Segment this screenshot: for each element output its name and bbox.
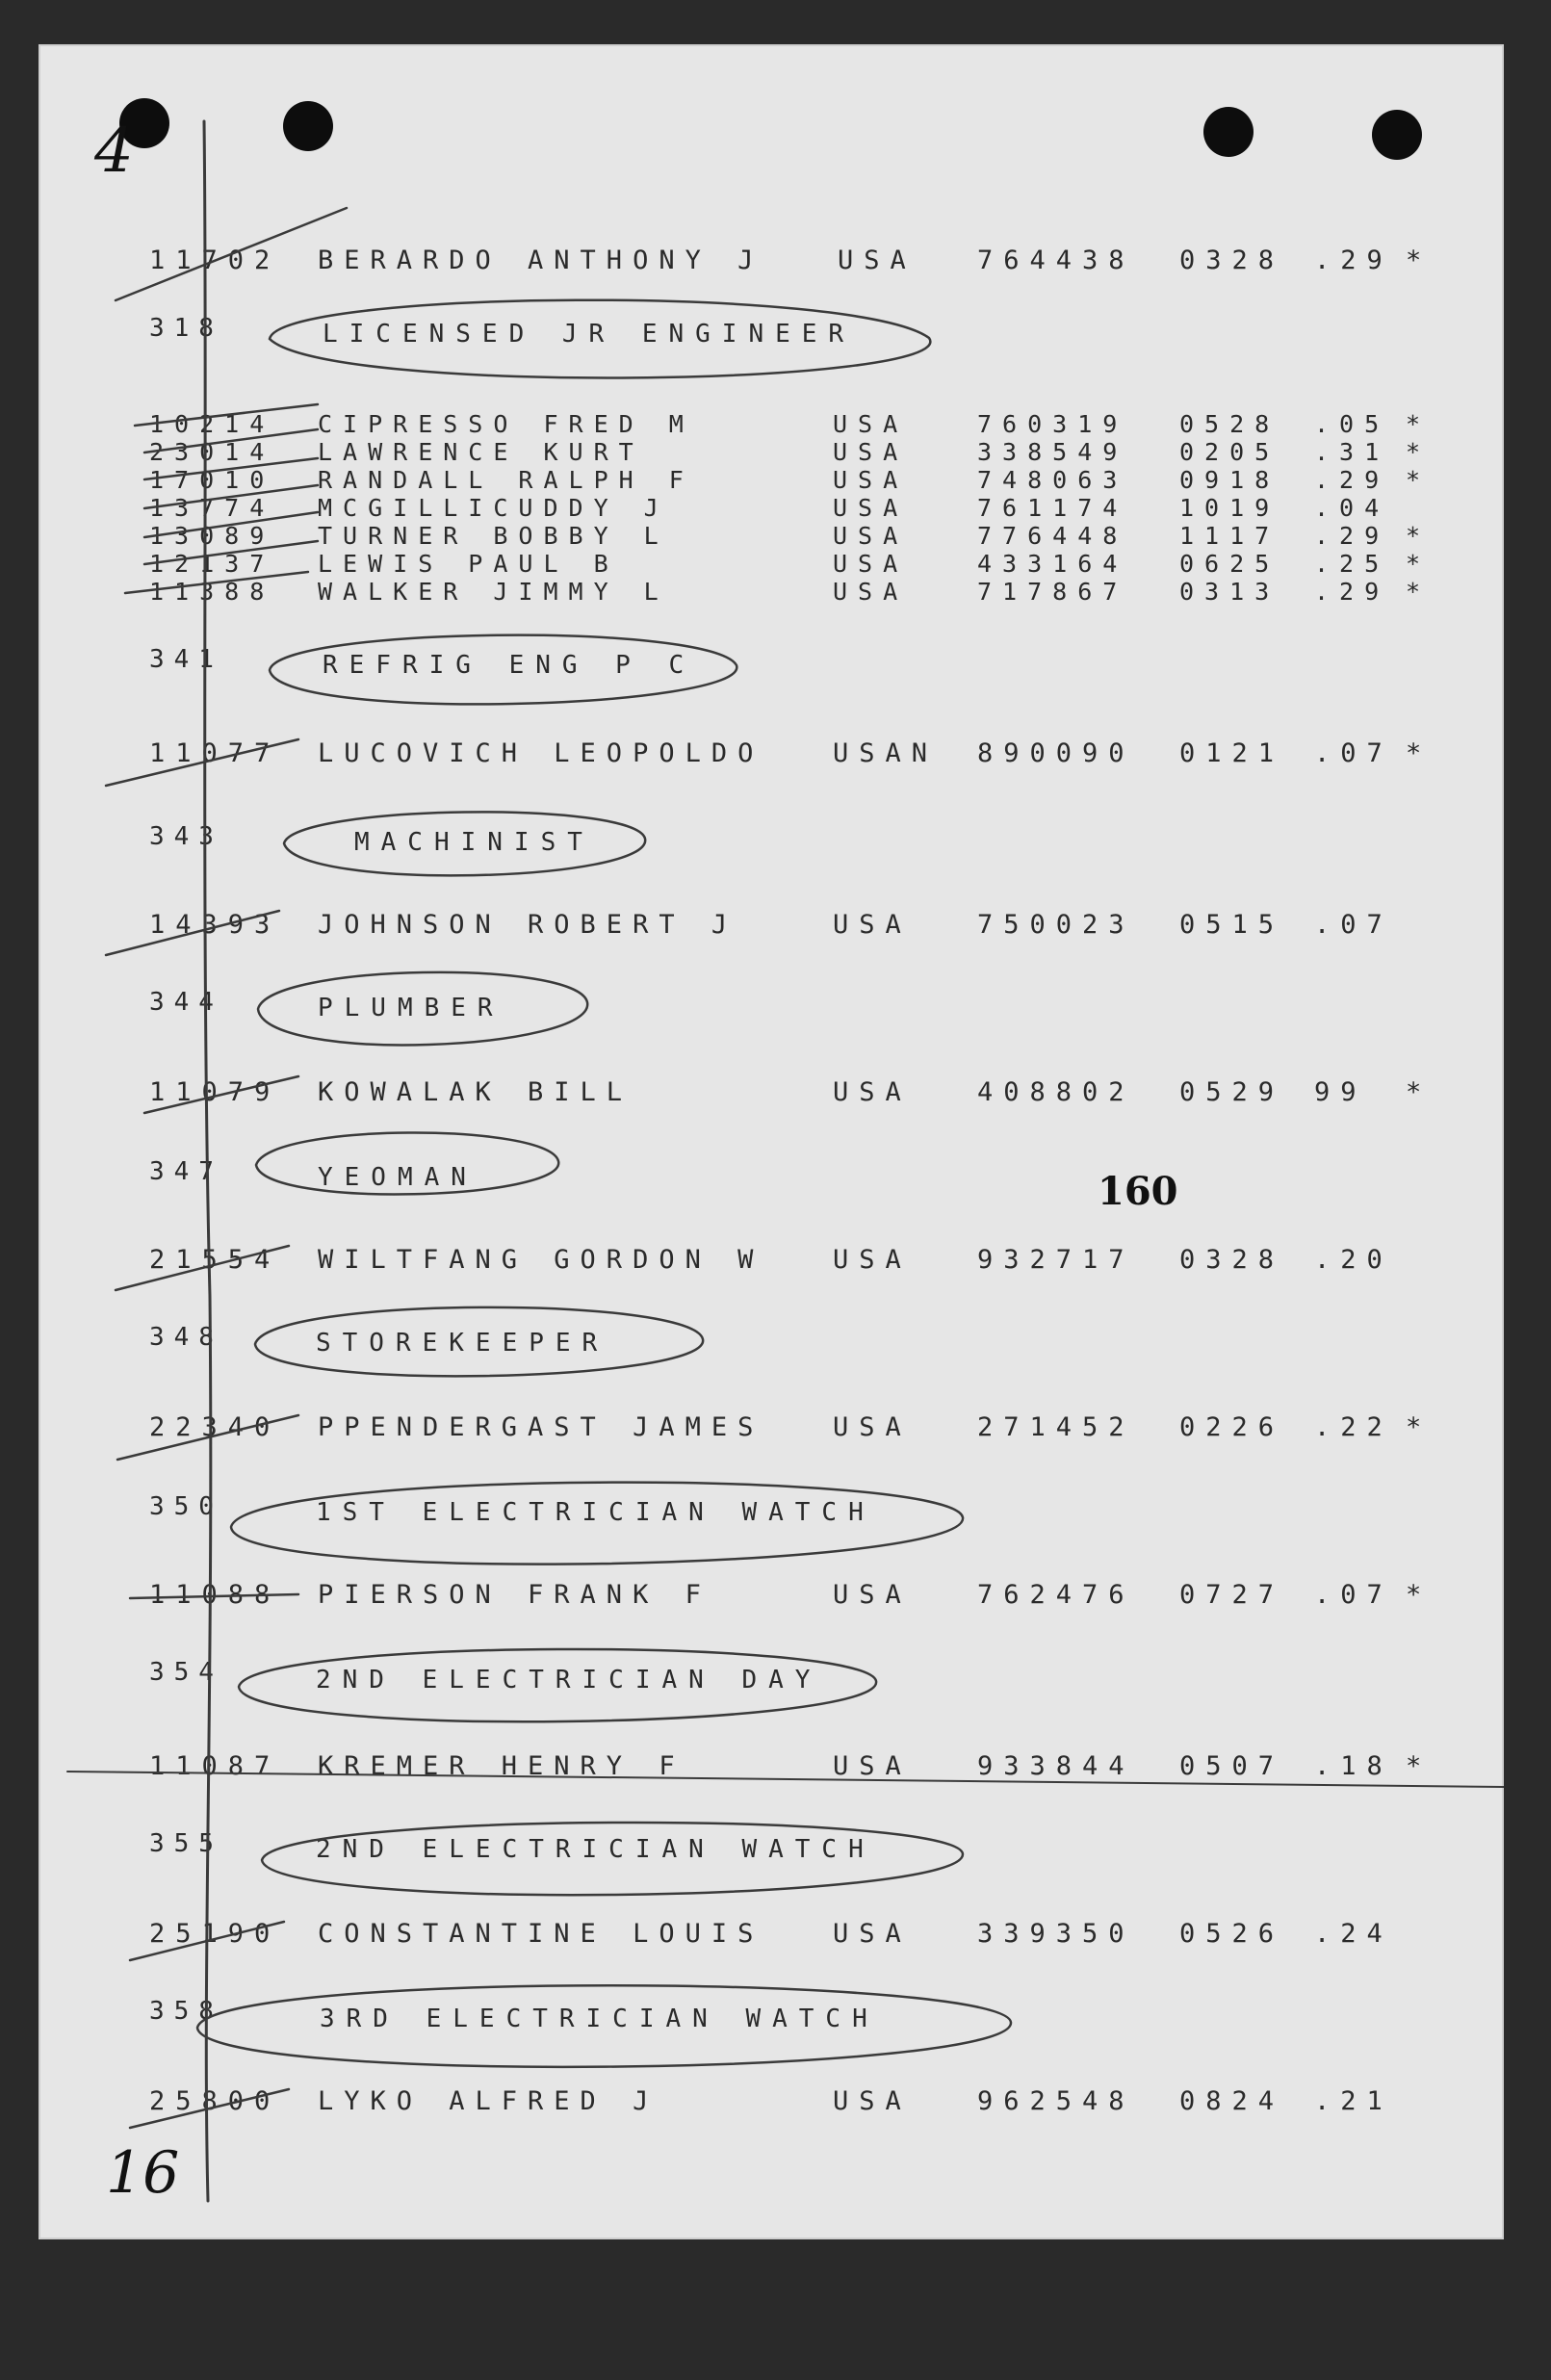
crew-mark: * xyxy=(1406,1077,1422,1107)
position-code: 344 xyxy=(149,988,223,1017)
crew-name: KREMER HENRY F xyxy=(318,1751,685,1781)
crew-country: USA xyxy=(833,494,909,522)
crew-country: USA xyxy=(833,910,912,940)
crew-row xyxy=(39,2085,1504,2118)
crew-country: USA xyxy=(833,522,909,550)
crew-rate: .29 xyxy=(1314,578,1390,606)
crew-name: JOHNSON ROBERT J xyxy=(318,910,738,940)
position-title: 2ND ELECTRICIAN DAY xyxy=(316,1666,822,1694)
crew-id: 890090 xyxy=(977,738,1135,768)
crew-number: 12137 xyxy=(149,550,275,578)
crew-number: 11087 xyxy=(149,1751,281,1781)
crew-name: RANDALL RALPH F xyxy=(318,466,694,494)
crew-number: 11388 xyxy=(149,578,275,606)
crew-name: LAWRENCE KURT xyxy=(318,438,644,466)
crew-id: 717867 xyxy=(977,578,1128,606)
crew-number: 11088 xyxy=(149,1580,281,1610)
position-title: 2ND ELECTRICIAN WATCH xyxy=(316,1835,875,1864)
crew-name: KOWALAK BILL xyxy=(318,1077,633,1107)
crew-row xyxy=(39,1076,1504,1109)
crew-rate: .07 xyxy=(1314,910,1393,940)
crew-row xyxy=(39,1411,1504,1444)
crew-number: 14393 xyxy=(149,910,281,940)
crew-mark: * xyxy=(1406,410,1421,438)
position-code: 358 xyxy=(149,1997,223,2026)
crew-date: 0625 xyxy=(1179,550,1280,578)
position-title: REFRIG ENG P C xyxy=(323,651,696,680)
position-code: 341 xyxy=(149,645,223,674)
position-code: 343 xyxy=(149,822,223,851)
crew-country: USA xyxy=(833,1919,912,1949)
crew-country: USA xyxy=(833,550,909,578)
crew-row xyxy=(39,494,1504,522)
crew-date: 0507 xyxy=(1179,1751,1285,1781)
crew-rate: .22 xyxy=(1314,1412,1393,1442)
position-title: 3RD ELECTRICIAN WATCH xyxy=(320,2005,879,2033)
crew-date: 1019 xyxy=(1179,494,1280,522)
crew-id: 933844 xyxy=(977,1751,1135,1781)
crew-row xyxy=(39,1244,1504,1277)
crew-number: 25190 xyxy=(149,1919,281,1949)
crew-country: USA xyxy=(833,1751,912,1781)
crew-mark: * xyxy=(1406,738,1422,768)
crew-country: USA xyxy=(833,1580,912,1610)
crew-date: 0528 xyxy=(1179,410,1280,438)
crew-rate: .25 xyxy=(1314,550,1390,578)
position-code: 347 xyxy=(149,1157,223,1186)
crew-date: 0515 xyxy=(1179,910,1285,940)
crew-date: 0526 xyxy=(1179,1919,1285,1949)
crew-country: USA xyxy=(833,1245,912,1275)
crew-country: USAN xyxy=(833,738,939,768)
crew-number: 13774 xyxy=(149,494,275,522)
crew-rate: .05 xyxy=(1314,410,1390,438)
crew-id: 271452 xyxy=(977,1412,1135,1442)
position-code: 348 xyxy=(149,1323,223,1352)
position-code: 318 xyxy=(149,314,223,343)
crew-date: 0824 xyxy=(1179,2086,1285,2116)
crew-rate: .20 xyxy=(1314,1245,1393,1275)
crew-id: 932717 xyxy=(977,1245,1135,1275)
crew-number: 21554 xyxy=(149,1245,281,1275)
crew-country: USA xyxy=(833,1412,912,1442)
crew-country: USA xyxy=(833,410,909,438)
crew-country: USA xyxy=(833,466,909,494)
crew-name: WALKER JIMMY L xyxy=(318,578,669,606)
crew-date: 0328 xyxy=(1179,246,1285,275)
crew-row xyxy=(39,245,1504,277)
crew-id: 762476 xyxy=(977,1580,1135,1610)
crew-row xyxy=(39,466,1504,494)
crew-number: 13089 xyxy=(149,522,275,550)
position-code: 355 xyxy=(149,1829,223,1858)
crew-date: 0328 xyxy=(1179,1245,1285,1275)
pencil-annotations xyxy=(39,44,1504,2239)
crew-number: 11702 xyxy=(149,246,281,275)
position-title: YEOMAN xyxy=(318,1163,478,1192)
crew-rate: .29 xyxy=(1314,466,1390,494)
crew-rate: .04 xyxy=(1314,494,1390,522)
crew-date: 0121 xyxy=(1179,738,1285,768)
position-title: LICENSED JR ENGINEER xyxy=(323,320,856,349)
position-title: PLUMBER xyxy=(318,994,504,1022)
crew-mark: * xyxy=(1406,550,1421,578)
crew-id: 748063 xyxy=(977,466,1128,494)
crew-rate: .21 xyxy=(1314,2086,1393,2116)
crew-row xyxy=(39,1918,1504,1951)
crew-mark: * xyxy=(1406,466,1421,494)
crew-rate: .07 xyxy=(1314,1580,1393,1610)
crew-date: 0226 xyxy=(1179,1412,1285,1442)
crew-rate: .29 xyxy=(1314,246,1393,275)
crew-number: 22340 xyxy=(149,1412,281,1442)
position-title: STOREKEEPER xyxy=(316,1329,609,1358)
crew-mark: * xyxy=(1406,578,1421,606)
crew-date: 1117 xyxy=(1179,522,1280,550)
crew-row xyxy=(39,737,1504,770)
crew-name: MCGILLICUDDY J xyxy=(318,494,669,522)
crew-name: PPENDERGAST JAMES xyxy=(318,1412,764,1442)
crew-mark: * xyxy=(1406,522,1421,550)
crew-number: 23014 xyxy=(149,438,275,466)
crew-id: 764438 xyxy=(977,246,1135,275)
crew-name: TURNER BOBBY L xyxy=(318,522,669,550)
crew-rate: .24 xyxy=(1314,1919,1393,1949)
position-code: 350 xyxy=(149,1492,223,1521)
crew-name: LYKO ALFRED J xyxy=(318,2086,659,2116)
crew-row xyxy=(39,410,1504,438)
crew-country: USA xyxy=(833,438,909,466)
crew-row xyxy=(39,1750,1504,1783)
crew-date: 0918 xyxy=(1179,466,1280,494)
crew-row xyxy=(39,438,1504,466)
crew-mark: * xyxy=(1406,1751,1422,1781)
crew-id: 776448 xyxy=(977,522,1128,550)
position-title: MACHINIST xyxy=(354,828,594,857)
crew-id: 408802 xyxy=(977,1077,1135,1107)
crew-rate: .18 xyxy=(1314,1751,1393,1781)
handwritten-page-number: 16 xyxy=(106,2139,180,2207)
crew-number: 25800 xyxy=(149,2086,281,2116)
crew-id: 750023 xyxy=(977,910,1135,940)
crew-date: 0313 xyxy=(1179,578,1280,606)
crew-mark: * xyxy=(1406,1412,1422,1442)
crew-id: 338549 xyxy=(977,438,1128,466)
crew-row xyxy=(39,578,1504,606)
crew-row xyxy=(39,909,1504,942)
crew-date: 0727 xyxy=(1179,1580,1285,1610)
crew-name: WILTFANG GORDON W xyxy=(318,1245,764,1275)
page-stamp-number: 160 xyxy=(1098,1169,1178,1214)
crew-id: 761174 xyxy=(977,494,1128,522)
crew-date: 0529 xyxy=(1179,1077,1285,1107)
document-page xyxy=(39,44,1504,2239)
crew-number: 17010 xyxy=(149,466,275,494)
crew-name: BERARDO ANTHONY J xyxy=(318,246,764,275)
crew-row xyxy=(39,1579,1504,1612)
position-title: 1ST ELECTRICIAN WATCH xyxy=(316,1498,875,1527)
punch-hole xyxy=(1203,107,1254,157)
punch-hole xyxy=(1372,110,1422,160)
crew-country: USA xyxy=(838,246,917,275)
crew-country: USA xyxy=(833,2086,912,2116)
crew-number: 11079 xyxy=(149,1077,281,1107)
crew-mark: * xyxy=(1406,1580,1422,1610)
punch-hole xyxy=(283,101,333,151)
crew-rate: 99 xyxy=(1314,1077,1367,1107)
crew-row xyxy=(39,522,1504,550)
crew-name: PIERSON FRANK F xyxy=(318,1580,711,1610)
crew-country: USA xyxy=(833,578,909,606)
crew-number: 10214 xyxy=(149,410,275,438)
handwritten-page-mark: 4 xyxy=(94,116,134,187)
crew-country: USA xyxy=(833,1077,912,1107)
crew-id: 339350 xyxy=(977,1919,1135,1949)
crew-mark: * xyxy=(1406,246,1422,275)
crew-rate: .29 xyxy=(1314,522,1390,550)
crew-row xyxy=(39,550,1504,578)
crew-name: LUCOVICH LEOPOLDO xyxy=(318,738,764,768)
crew-number: 11077 xyxy=(149,738,281,768)
position-code: 354 xyxy=(149,1658,223,1687)
crew-rate: .31 xyxy=(1314,438,1390,466)
crew-name: LEWIS PAUL B xyxy=(318,550,619,578)
crew-id: 760319 xyxy=(977,410,1128,438)
crew-id: 433164 xyxy=(977,550,1128,578)
crew-date: 0205 xyxy=(1179,438,1280,466)
crew-mark: * xyxy=(1406,438,1421,466)
crew-name: CONSTANTINE LOUIS xyxy=(318,1919,764,1949)
crew-id: 962548 xyxy=(977,2086,1135,2116)
crew-rate: .07 xyxy=(1314,738,1393,768)
crew-name: CIPRESSO FRED M xyxy=(318,410,694,438)
